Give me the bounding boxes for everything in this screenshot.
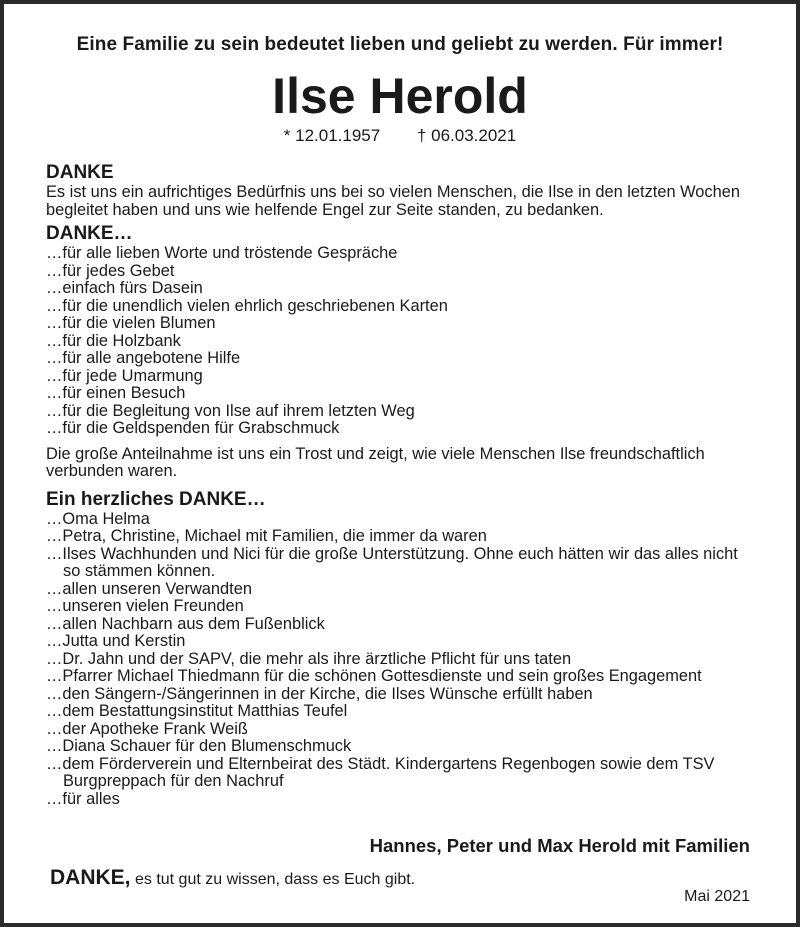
family-signature: Hannes, Peter und Max Herold mit Familien bbox=[369, 835, 750, 856]
list-item: …den Sängern-/Sängerinnen in der Kirche, die Ilses Wünsche erfüllt haben bbox=[46, 684, 593, 703]
thanks-for-heading: DANKE… bbox=[46, 223, 133, 244]
list-item: …für die Geldspenden für Grabschmuck bbox=[46, 419, 340, 437]
list-item: …Oma Helma bbox=[46, 509, 150, 528]
list-item: …Petra, Christine, Michael mit Familien, die immer da waren bbox=[46, 527, 487, 545]
list-item: …allen Nachbarn aus dem Fußenblick bbox=[46, 614, 325, 633]
death-date: † 06.03.2021 bbox=[416, 126, 517, 145]
list-item: …Diana Schauer für den Blumenschmuck bbox=[46, 737, 352, 755]
intro-text: Es ist uns ein aufrichtiges Bedürfnis uns bei so vielen Menschen, die Ilse in den letzten Wochen begleitet haben und uns wie helfende Engel zur Seite standen, zu bedanken. bbox=[46, 183, 740, 219]
list-item: …für die unendlich vielen ehrlich geschriebenen Karten bbox=[46, 296, 448, 315]
list-item: …Jutta und Kerstin bbox=[46, 632, 186, 650]
list-item: …der Apotheke Frank Weiß bbox=[46, 719, 248, 738]
list-item: …einfach fürs Dasein bbox=[46, 279, 203, 297]
publication-date: Mai 2021 bbox=[684, 888, 750, 905]
list-item: …unseren vielen Freunden bbox=[46, 597, 244, 615]
closing-line bbox=[50, 866, 415, 890]
closing-emphasis: DANKE, bbox=[50, 866, 131, 889]
list-item: …für jede Umarmung bbox=[46, 366, 203, 385]
sympathy-text: Die große Anteilnahme ist uns ein Trost und zeigt, wie viele Menschen Ilse freundschaftlich verbunden waren. bbox=[46, 444, 705, 480]
life-dates bbox=[4, 126, 796, 146]
list-item: …für alles bbox=[46, 789, 120, 808]
thank-you-content bbox=[46, 162, 756, 808]
deceased-name: Ilse Herold bbox=[272, 68, 528, 124]
list-item: …für die Begleitung von Ilse auf ihrem letzten Weg bbox=[46, 401, 415, 420]
intro-heading: DANKE bbox=[46, 162, 114, 183]
list-item: …allen unseren Verwandten bbox=[46, 579, 252, 598]
list-item: …Ilses Wachhunden und Nici für die große Unterstützung. Ohne euch hätten wir das alles nicht so stämmen können. bbox=[46, 544, 738, 580]
thanks-to-list bbox=[46, 511, 756, 809]
birth-date: * 12.01.1957 bbox=[283, 126, 381, 145]
thanks-to-heading: Ein herzliches DANKE… bbox=[46, 488, 266, 510]
thanks-for-list bbox=[46, 245, 756, 438]
list-item: …für jedes Gebet bbox=[46, 261, 175, 280]
list-item: …Dr. Jahn und der SAPV, die mehr als ihre ärztliche Pflicht für uns taten bbox=[46, 649, 572, 668]
list-item: …für alle angebotene Hilfe bbox=[46, 349, 241, 367]
closing-text: es tut gut zu wissen, dass es Euch gibt. bbox=[134, 871, 416, 888]
list-item: …Pfarrer Michael Thiedmann für die schönen Gottesdienste und sein großes Engagement bbox=[46, 667, 702, 685]
list-item: …dem Förderverein und Elternbeirat des Städt. Kindergartens Regenbogen sowie dem TSV Burgpreppach für den Nachruf bbox=[46, 754, 715, 790]
list-item: …dem Bestattungsinstitut Matthias Teufel bbox=[46, 702, 348, 720]
list-item: …für alle lieben Worte und tröstende Gespräche bbox=[46, 244, 398, 262]
list-item: …für die vielen Blumen bbox=[46, 314, 216, 332]
list-item: …für die Holzbank bbox=[46, 331, 181, 350]
motto: Eine Familie zu sein bedeutet lieben und geliebt zu werden. Für immer! bbox=[76, 34, 724, 55]
list-item: …für einen Besuch bbox=[46, 384, 186, 402]
